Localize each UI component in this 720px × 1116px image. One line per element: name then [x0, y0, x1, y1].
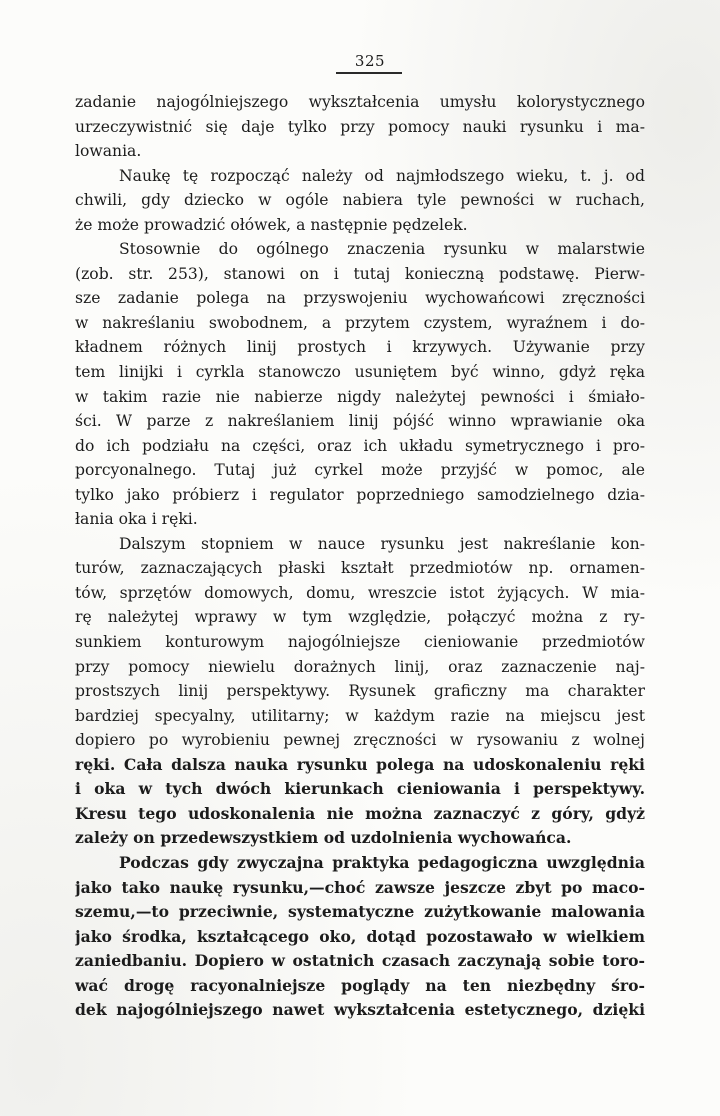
- text-line: sunkiem konturowym najogólniejsze cieniowanie przedmiotów: [75, 633, 645, 652]
- text-line: w nakreślaniu swobodnem, a przytem czystem, wyraźnem i do-: [75, 313, 645, 332]
- text-line: jako środka, kształcącego oko, dotąd pozostawało w wielkiem: [75, 926, 645, 946]
- text-line: rę należytej wprawy w tym względzie, połączyć można z ry-: [75, 608, 645, 627]
- body-text: [75, 90, 645, 1023]
- text-line: przy pomocy niewielu dorażnych linij, oraz zaznaczenie naj-: [75, 657, 645, 676]
- text-line: zależy on przedewszystkiem od uzdolnienia wychowańca.: [75, 828, 572, 848]
- text-line: dek najogólniejszego nawet wykształcenia estetycznego, dzięki: [75, 1000, 645, 1020]
- text-line: do ich podziału na części, oraz ich układu symetrycznego i pro-: [75, 436, 645, 455]
- text-line: ści. W parze z nakreślaniem linij pójść winno wprawianie oka: [75, 412, 645, 431]
- header-rule: [336, 72, 402, 74]
- text-line: Stosownie do ogólnego znaczenia rysunku w malarstwie: [119, 240, 645, 259]
- text-line: wać drogę racyonalniejsze poglądy na ten niezbędny śro-: [75, 975, 645, 995]
- text-line: Naukę tę rozpocząć należy od najmłodszego wieku, t. j. od: [119, 166, 645, 185]
- text-line: tów, sprzętów domowych, domu, wreszcie istot żyjących. W mia-: [75, 583, 645, 602]
- text-line: lowania.: [75, 142, 142, 161]
- text-line: porcyonalnego. Tutaj już cyrkel może przyjść w pomoc, ale: [75, 461, 645, 480]
- text-line: bardziej specyalny, utilitarny; w każdym razie na miejscu jest: [75, 706, 645, 725]
- text-line: w takim razie nie nabierze nigdy należytej pewności i śmiało-: [75, 387, 645, 406]
- text-line: dopiero po wyrobieniu pewnej zręczności w rysowaniu z wolnej: [75, 731, 645, 750]
- text-line: szemu,—to przeciwnie, systematyczne zużytkowanie malowania: [75, 902, 645, 922]
- text-line: prostszych linij perspektywy. Rysunek graficzny ma charakter: [75, 682, 645, 701]
- text-line: urzeczywistnić się daje tylko przy pomocy nauki rysunku i ma-: [75, 117, 645, 136]
- text-line: (zob. str. 253), stanowi on i tutaj konieczną podstawę. Pierw-: [75, 264, 645, 283]
- text-line: Podczas gdy zwyczajna praktyka pedagogiczna uwzględnia: [119, 852, 645, 872]
- text-line: i oka w tych dwóch kierunkach cieniowania i perspektywy.: [75, 779, 645, 799]
- text-line: kładnem różnych linij prostych i krzywych. Używanie przy: [75, 338, 645, 357]
- text-line: zadanie najogólniejszego wykształcenia umysłu kolorystycznego: [75, 93, 645, 111]
- text-line: ręki. Cała dalsza nauka rysunku polega na udoskonaleniu ręki: [75, 754, 645, 774]
- text-line: łania oka i ręki.: [75, 510, 198, 529]
- text-line: sze zadanie polega na przyswojeniu wychowańcowi zręczności: [75, 289, 645, 308]
- text-line: jako tako naukę rysunku,—choć zawsze jeszcze zbyt po maco-: [75, 877, 645, 897]
- text-line: że może prowadzić ołówek, a następnie pędzelek.: [75, 215, 468, 234]
- page-number: 325: [354, 52, 386, 70]
- text-line: tem linijki i cyrkla stanowczo usuniętem być winno, gdyż ręka: [75, 363, 645, 382]
- text-line: Dalszym stopniem w nauce rysunku jest nakreślanie kon-: [119, 534, 645, 553]
- text-line: tylko jako próbierz i regulator poprzedniego samodzielnego dzia-: [75, 485, 645, 504]
- text-line: Kresu tego udoskonalenia nie można zaznaczyć z góry, gdyż: [75, 803, 645, 823]
- text-line: zaniedbaniu. Dopiero w ostatnich czasach zaczynają sobie toro-: [75, 951, 645, 971]
- text-line: turów, zaznaczających płaski kształt przedmiotów np. ornamen-: [75, 559, 645, 578]
- text-line: chwili, gdy dziecko w ogóle nabiera tyle pewności w ruchach,: [75, 191, 645, 210]
